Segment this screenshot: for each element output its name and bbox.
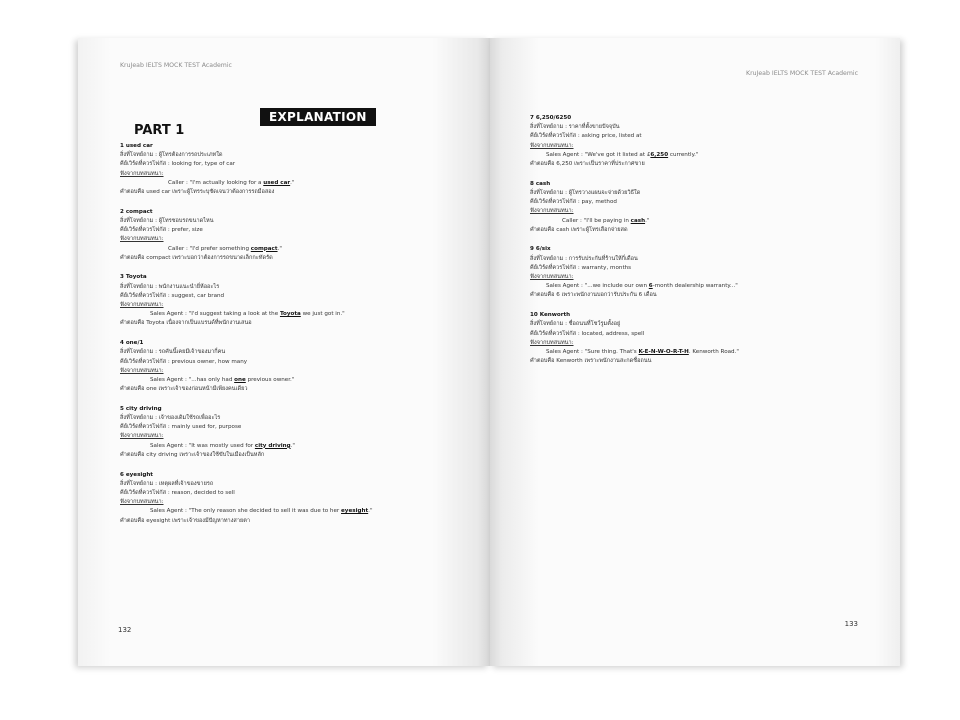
item-quote: Sales Agent : "The only reason she decided to sell it was due to her eyesight." bbox=[150, 508, 373, 515]
answer-item bbox=[120, 142, 450, 197]
quote-keyword: compact bbox=[250, 245, 278, 252]
item-question: สิ่งที่โจทย์ถาม : พนักงานแนะนำยี่ห้ออะไร bbox=[120, 283, 220, 290]
quote-keyword: eyesight bbox=[341, 508, 369, 515]
item-keywords: คีย์เวิร์ดที่ควรโฟกัส : looking for, type of car bbox=[120, 161, 236, 168]
item-heading: 5 city driving bbox=[120, 405, 162, 412]
item-heading: 7 6,250/6250 bbox=[530, 115, 572, 121]
item-keywords: คีย์เวิร์ดที่ควรโฟกัส : previous owner, how many bbox=[120, 358, 248, 365]
item-keywords: คีย์เวิร์ดที่ควรโฟกัส : mainly used for, purpose bbox=[120, 424, 242, 431]
item-question: สิ่งที่โจทย์ถาม : การรับประกันที่ร้านให้กี่เดือน bbox=[530, 255, 638, 262]
item-question: สิ่งที่โจทย์ถาม : เจ้าของเดิมใช้รถเพื่ออะไร bbox=[120, 415, 221, 422]
item-quote: Sales Agent : "We've got it listed at £6,250 currently." bbox=[546, 151, 699, 158]
item-listen-label: ฟังจากบทสนทนา: bbox=[530, 142, 574, 149]
left-page bbox=[78, 38, 490, 666]
answer-item bbox=[530, 114, 860, 169]
item-question: สิ่งที่โจทย์ถาม : ชื่อถนนที่โชว์รูมตั้งอยู่ bbox=[530, 321, 621, 328]
item-keywords: คีย์เวิร์ดที่ควรโฟกัส : suggest, car brand bbox=[120, 292, 225, 299]
item-quote: Caller : "I'll be paying in cash." bbox=[562, 217, 650, 224]
part-title: PART 1 bbox=[134, 123, 185, 138]
speaker: Sales Agent bbox=[150, 376, 184, 383]
quote-keyword: 6 bbox=[648, 283, 653, 290]
item-quote: Sales Agent : "It was mostly used for city driving." bbox=[150, 442, 295, 449]
item-answer: คำตอบคือ city driving เพราะเจ้าของใช้ขับในเมืองเป็นหลัก bbox=[120, 451, 265, 458]
item-listen-label: ฟังจากบทสนทนา: bbox=[530, 208, 574, 215]
quote-keyword: cash bbox=[630, 217, 646, 224]
item-listen-label: ฟังจากบทสนทนา: bbox=[120, 236, 164, 243]
item-heading: 4 one/1 bbox=[120, 340, 144, 347]
speaker: Sales Agent bbox=[546, 151, 580, 158]
item-answer: คำตอบคือ 6 เพราะพนักงานบอกว่ารับประกัน 6 เดือน bbox=[530, 292, 657, 299]
item-question: สิ่งที่โจทย์ถาม : ผู้โทรชอบรถขนาดไหน bbox=[120, 217, 214, 224]
quote-keyword: city driving bbox=[254, 442, 291, 449]
item-listen-label: ฟังจากบทสนทนา: bbox=[120, 499, 164, 506]
explanation-banner: EXPLANATION bbox=[260, 108, 376, 126]
answer-item bbox=[530, 180, 860, 235]
item-keywords: คีย์เวิร์ดที่ควรโฟกัส : located, address, spell bbox=[530, 330, 645, 337]
item-keywords: คีย์เวิร์ดที่ควรโฟกัส : warranty, months bbox=[530, 264, 632, 271]
page-number-left: 132 bbox=[118, 626, 132, 634]
item-question: สิ่งที่โจทย์ถาม : เหตุผลที่เจ้าของขายรถ bbox=[120, 480, 214, 487]
item-listen-label: ฟังจากบทสนทนา: bbox=[120, 433, 164, 440]
item-question: สิ่งที่โจทย์ถาม : ผู้โทรต้องการรถประเภทใด bbox=[120, 152, 223, 159]
answer-item bbox=[120, 339, 450, 394]
answer-item bbox=[530, 311, 860, 366]
speaker: Caller bbox=[562, 217, 579, 224]
item-answer: คำตอบคือ eyesight เพราะเจ้าของมีปัญหาทางสายตา bbox=[120, 517, 251, 524]
speaker: Sales Agent bbox=[546, 283, 580, 290]
item-question: สิ่งที่โจทย์ถาม : ผู้โทรวางแผนจะจ่ายด้วยวิธีใด bbox=[530, 189, 641, 196]
item-heading: 9 6/six bbox=[530, 246, 551, 253]
page-number-right: 133 bbox=[844, 620, 858, 628]
item-question: สิ่งที่โจทย์ถาม : รถคันนี้เคยมีเจ้าของมากี่คน bbox=[120, 349, 226, 356]
answer-item bbox=[120, 208, 450, 263]
item-heading: 2 compact bbox=[120, 208, 153, 215]
speaker: Sales Agent bbox=[150, 508, 184, 515]
item-answer: คำตอบคือ cash เพราะผู้โทรเลือกจ่ายสด bbox=[530, 226, 628, 233]
item-heading: 1 used car bbox=[120, 143, 153, 149]
speaker: Sales Agent bbox=[546, 348, 580, 355]
item-listen-label: ฟังจากบทสนทนา: bbox=[530, 274, 574, 281]
quote-keyword: 6,250 bbox=[650, 151, 669, 158]
item-quote: Caller : "I'd prefer something compact." bbox=[168, 245, 282, 252]
item-quote: Sales Agent : "Sure thing. That's K-E-N-W-O-R-T-H. Kenworth Road." bbox=[546, 348, 739, 355]
item-quote: Sales Agent : "I'd suggest taking a look at the Toyota we just got in." bbox=[150, 311, 345, 318]
right-page bbox=[490, 38, 900, 666]
item-answer: คำตอบคือ Toyota เนื่องจากเป็นแบรนด์ที่พนักงานเสนอ bbox=[120, 320, 252, 327]
speaker: Sales Agent bbox=[150, 311, 184, 318]
quote-keyword: K-E-N-W-O-R-T-H bbox=[638, 348, 689, 355]
item-keywords: คีย์เวิร์ดที่ควรโฟกัส : reason, decided to sell bbox=[120, 490, 235, 496]
item-keywords: คีย์เวิร์ดที่ควรโฟกัส : asking price, listed at bbox=[530, 133, 642, 140]
running-head-left: KruJeab IELTS MOCK TEST Academic bbox=[120, 62, 232, 69]
item-heading: 8 cash bbox=[530, 180, 551, 187]
item-keywords: คีย์เวิร์ดที่ควรโฟกัส : prefer, size bbox=[120, 227, 203, 234]
item-quote: Sales Agent : "...has only had one previous owner." bbox=[150, 376, 295, 383]
answer-list-left bbox=[120, 142, 450, 536]
speaker: Caller bbox=[168, 245, 185, 252]
item-heading: 6 eyesight bbox=[120, 471, 153, 478]
item-listen-label: ฟังจากบทสนทนา: bbox=[120, 367, 164, 374]
answer-list-right bbox=[530, 114, 860, 377]
quote-keyword: used car bbox=[263, 179, 291, 186]
speaker: Caller bbox=[168, 179, 185, 186]
answer-item bbox=[120, 273, 450, 328]
item-answer: คำตอบคือ 6,250 เพราะเป็นราคาที่ประกาศขาย bbox=[530, 161, 645, 168]
item-listen-label: ฟังจากบทสนทนา: bbox=[530, 339, 574, 346]
item-listen-label: ฟังจากบทสนทนา: bbox=[120, 170, 164, 177]
item-answer: คำตอบคือ one เพราะเจ้าของก่อนหน้ามีเพียงคนเดียว bbox=[120, 386, 248, 393]
quote-keyword: one bbox=[234, 376, 246, 383]
item-keywords: คีย์เวิร์ดที่ควรโฟกัส : pay, method bbox=[530, 199, 617, 206]
item-quote: Caller : "I'm actually looking for a used car." bbox=[168, 179, 295, 186]
item-heading: 3 Toyota bbox=[120, 274, 147, 281]
item-answer: คำตอบคือ compact เพราะบอกว่าต้องการรถขนาดเล็กกะทัดรัด bbox=[120, 254, 273, 261]
item-answer: คำตอบคือ used car เพราะผู้โทรระบุชัดเจนว่าต้องการรถมือสอง bbox=[120, 189, 275, 196]
answer-item bbox=[530, 245, 860, 300]
running-head-right: KruJeab IELTS MOCK TEST Academic bbox=[746, 70, 858, 77]
item-answer: คำตอบคือ Kenworth เพราะพนักงานสะกดชื่อถนน bbox=[530, 358, 652, 365]
open-book bbox=[78, 38, 900, 666]
item-question: สิ่งที่โจทย์ถาม : ราคาที่ตั้งขายปัจจุบัน bbox=[530, 124, 620, 131]
answer-item bbox=[120, 405, 450, 460]
answer-item bbox=[120, 471, 450, 526]
item-quote: Sales Agent : "...we include our own 6-month dealership warranty..." bbox=[546, 283, 738, 290]
item-heading: 10 Kenworth bbox=[530, 312, 571, 319]
quote-keyword: Toyota bbox=[279, 311, 301, 318]
speaker: Sales Agent bbox=[150, 442, 184, 449]
item-listen-label: ฟังจากบทสนทนา: bbox=[120, 302, 164, 309]
